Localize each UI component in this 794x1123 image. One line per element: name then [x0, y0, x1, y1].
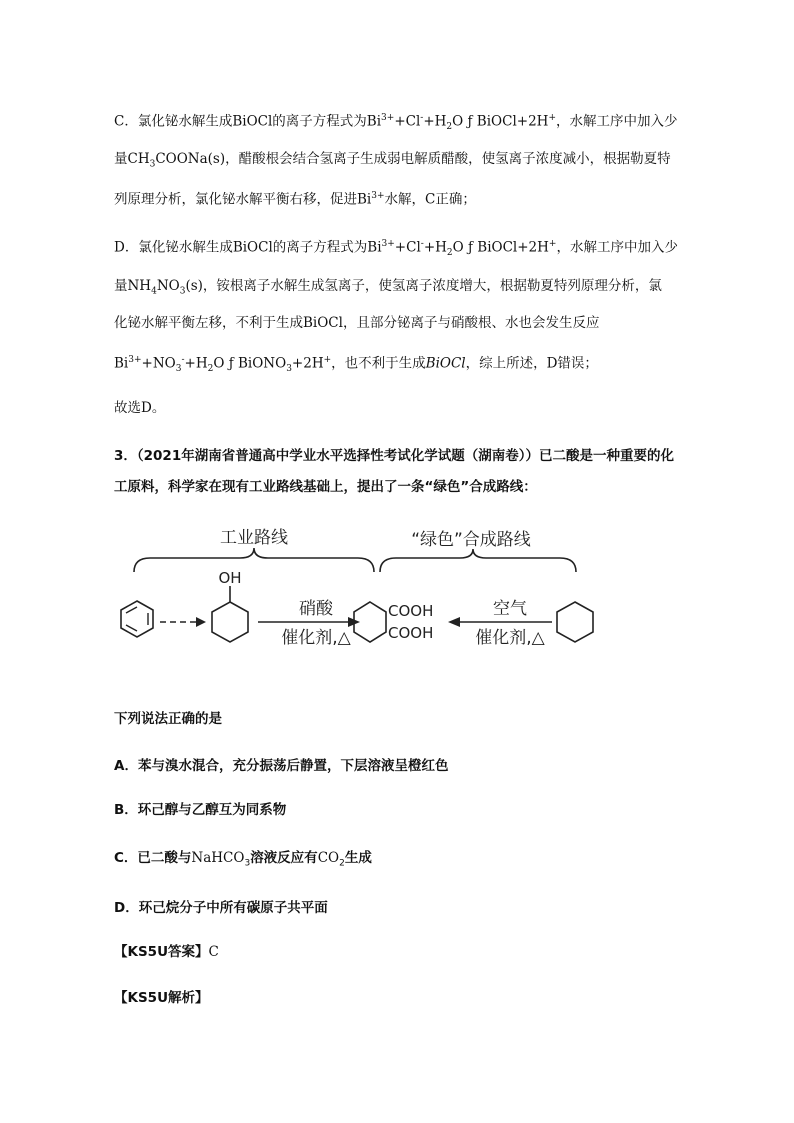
dashed-arrow-head [196, 617, 206, 627]
cyclohexanol-structure [212, 586, 248, 642]
arrow1-condition: 催化剂,△ [281, 628, 351, 648]
arrow2-head [448, 617, 460, 627]
cooh-bottom-label: COOH [388, 624, 434, 642]
oh-label: OH [218, 569, 242, 587]
arrow2-condition: 催化剂,△ [475, 628, 545, 648]
option-c-analysis-line-3: 列原理分析，氯化铋水解平衡右移，促进$Bi^{3+}$水解，C正确； [114, 191, 476, 208]
green-route-label: “绿色”合成路线 [411, 530, 531, 550]
industrial-route-label: 工业路线 [220, 528, 288, 548]
question-prompt: 下列说法正确的是 [114, 711, 222, 727]
industrial-route-brace [134, 548, 374, 572]
arrow1-reagent: 硝酸 [299, 599, 333, 619]
question-3-line-2: 工原料，科学家在现有工业路线基础上，提出了一条“绿色”合成路线： [114, 479, 537, 495]
analysis-label: 【KS5U解析】 [114, 990, 209, 1006]
question-3-line-1: 3．（2021年湖南省普通高中学业水平选择性考试化学试题（湖南卷））已二酸是一种重要的化 [114, 448, 674, 464]
option-a: A．苯与溴水混合，充分振荡后静置，下层溶液呈橙红色 [114, 758, 449, 774]
green-route-brace [380, 549, 576, 572]
option-c-analysis-line-2: 量$CH_3COONa(s)$，醋酸根会结合氢离子生成弱电解质醋酸，使氢离子浓度减小，根据勒夏特 [114, 151, 671, 170]
option-d: D．环己烷分子中所有碳原子共平面 [114, 900, 328, 916]
option-d-analysis-line-1: D．氯化铋水解生成BiOCl的离子方程式为$Bi^{3+}+Cl^-+H_2O$ ƒ BiOCl+2H+，水解工序中加入少 [114, 239, 678, 259]
option-c: C．已二酸与NaHCO$_3$溶液反应有$CO_2$生成 [114, 850, 372, 869]
option-d-analysis-line-4: $Bi^{3+}+NO_3^-+H_2O$ ƒ BiONO$_3$+2H+，也不利于生成BiOCl，综上所述，D错误； [114, 355, 598, 375]
benzene-structure [121, 601, 153, 637]
arrow2-reagent: 空气 [493, 599, 527, 619]
option-b: B．环己醇与乙醇互为同系物 [114, 802, 287, 818]
cooh-top-label: COOH [388, 602, 434, 620]
option-d-analysis-line-3: 化铋水解平衡左移，不利于生成BiOCl，且部分铋离子与硝酸根、水也会发生反应 [114, 315, 600, 331]
cyclohexane-structure [557, 602, 593, 642]
answer-line: 【KS5U答案】C [114, 944, 219, 960]
conclusion: 故选D。 [114, 400, 166, 416]
option-c-analysis-line-1: C．氯化铋水解生成BiOCl的离子方程式为$Bi^{3+}+Cl^-+H_2O$ ƒ BiOCl+2H+，水解工序中加入少 [114, 113, 678, 133]
option-d-analysis-line-2: 量$NH_4NO_3(s)$，铵根离子水解生成氢离子，使氢离子浓度增大，根据勒夏特列原理分析，氯 [114, 278, 662, 297]
synthesis-route-diagram [112, 516, 604, 658]
